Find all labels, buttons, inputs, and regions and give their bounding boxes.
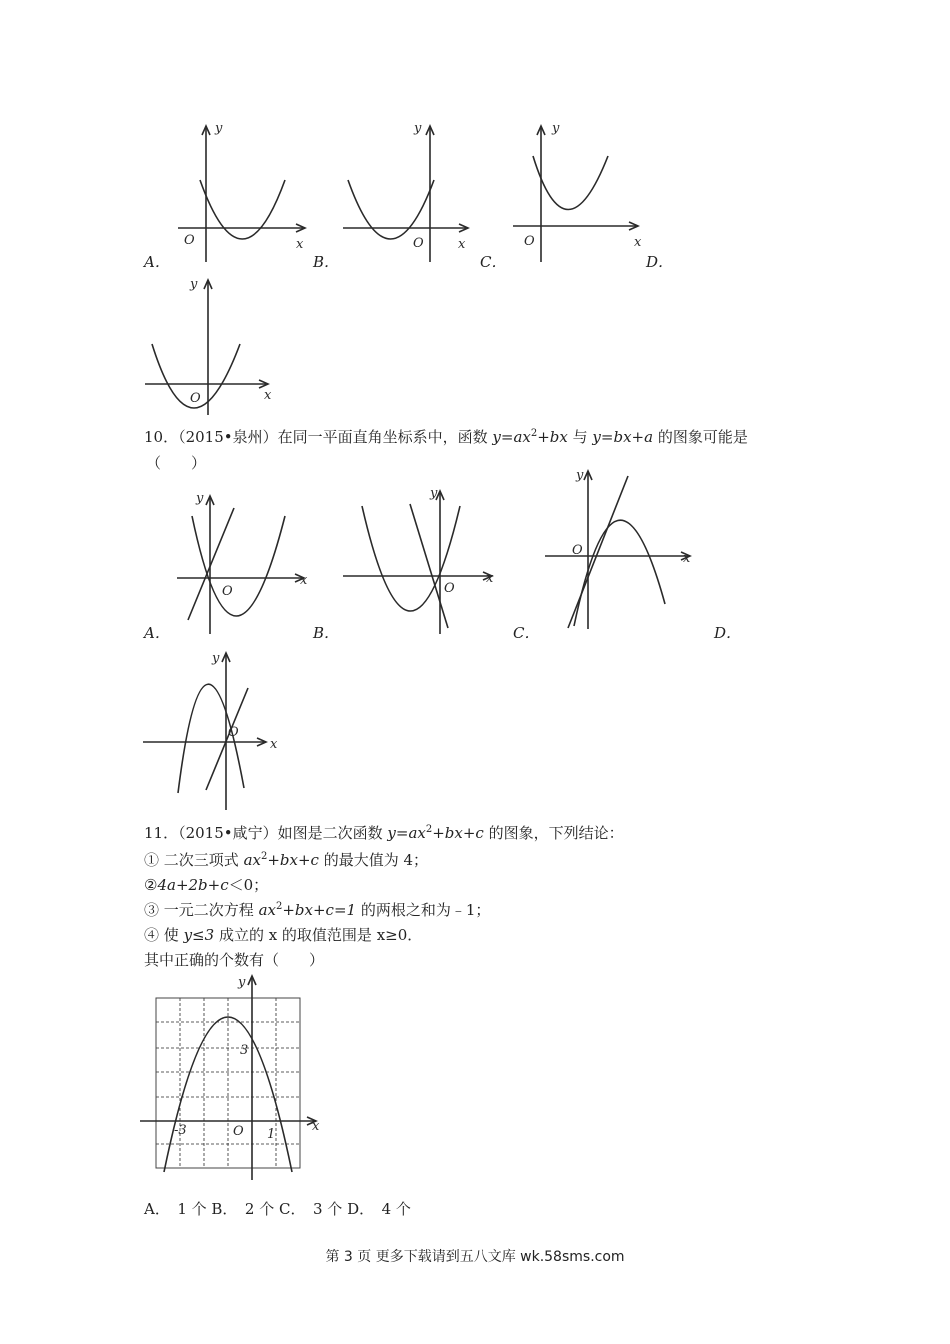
- svg-text:y: y: [196, 491, 204, 506]
- svg-text:y: y: [576, 468, 584, 483]
- item-post: 成立的 x 的取值范围是 x≥0．: [214, 926, 423, 944]
- item-math: 4a+2b+c: [157, 876, 229, 894]
- q10-mid: 与: [567, 428, 593, 446]
- q11-item-1: [144, 849, 428, 870]
- svg-text:y: y: [190, 277, 198, 292]
- q10-option-a: A．: [144, 624, 170, 642]
- item-post: 的两根之和为﹣1；: [356, 901, 491, 919]
- svg-text:O: O: [190, 391, 201, 406]
- q10-func1: y=ax: [492, 428, 531, 446]
- q11-func-sup: 2: [425, 824, 433, 835]
- q10-graph-a: [172, 486, 317, 636]
- item-math2: ≤3: [192, 926, 215, 944]
- svg-text:x: x: [458, 237, 466, 252]
- svg-text:y: y: [430, 486, 438, 501]
- item-math: ax: [258, 901, 276, 919]
- item-post: ＜0；: [228, 876, 269, 894]
- page-footer: 第 3 页 更多下载请到五八文库 wk.58sms.com: [325, 1249, 625, 1265]
- q11-label-origin: O: [233, 1124, 244, 1139]
- q10-stem-pre: 在同一平面直角坐标系中，函数: [277, 428, 493, 446]
- svg-text:x: x: [634, 235, 642, 250]
- q10-graph-b: [340, 486, 500, 636]
- item-sup: 2: [260, 851, 268, 862]
- item-mark: ④: [144, 926, 160, 944]
- q9-option-b: B．: [313, 253, 340, 271]
- q11-label-one: 1: [267, 1127, 276, 1142]
- svg-text:O: O: [413, 236, 424, 251]
- q11-closing: 其中正确的个数有（ ）: [144, 951, 325, 969]
- svg-text:x: x: [296, 237, 304, 252]
- svg-text:y: y: [552, 121, 560, 136]
- svg-text:x: x: [300, 573, 308, 588]
- svg-text:O: O: [444, 581, 455, 596]
- item-pre: 二次三项式: [159, 851, 244, 869]
- q11-label-neg-three: -3: [174, 1123, 187, 1138]
- item-math: y: [183, 926, 193, 944]
- q10-option-c: C．: [513, 624, 540, 642]
- q10-source: （2015•泉州）: [178, 428, 278, 446]
- item-sup: 2: [275, 901, 283, 912]
- item-math2: +bx+c=1: [282, 901, 357, 919]
- q11-item-3: [144, 899, 490, 920]
- item-mark: ②: [144, 876, 158, 894]
- svg-text:y: y: [414, 121, 422, 136]
- svg-text:x: x: [264, 388, 272, 403]
- q9-option-a: A．: [144, 253, 170, 271]
- q11-graph: [140, 972, 330, 1182]
- q10-graph-c: [540, 466, 700, 631]
- q9-graph-d: [140, 272, 285, 417]
- item-pre: 一元二次方程: [159, 901, 259, 919]
- q10-stem-post: 的图象可能是: [653, 428, 748, 446]
- item-mark: ①: [144, 851, 160, 869]
- q11-func-post: +bx+c: [432, 824, 484, 842]
- q9-option-d: D．: [646, 253, 674, 271]
- q11-number: 11．: [144, 824, 179, 842]
- item-mark: ③: [144, 901, 160, 919]
- svg-text:O: O: [228, 725, 239, 740]
- q11-source: （2015•咸宁）: [178, 824, 278, 842]
- item-pre: 使: [159, 926, 184, 944]
- q11-func: y=ax: [387, 824, 426, 842]
- q11-item-4: [144, 924, 422, 945]
- q10-func1-sup: 2: [530, 428, 538, 439]
- q9-option-c: C．: [480, 253, 507, 271]
- q10-paren: （ ）: [146, 454, 207, 472]
- q11-grid: [156, 998, 300, 1168]
- q11-item-2: [144, 874, 268, 895]
- svg-text:O: O: [524, 234, 535, 249]
- svg-text:y: y: [215, 121, 223, 136]
- item-math2: +bx+c: [267, 851, 319, 869]
- q10-graph-d: [140, 648, 290, 813]
- q11-stem-pre: 如图是二次函数: [277, 824, 388, 842]
- q11-stem: [144, 822, 624, 843]
- q10-option-b: B．: [313, 624, 340, 642]
- item-math: ax: [243, 851, 261, 869]
- svg-text:x: x: [270, 737, 278, 752]
- svg-text:y: y: [212, 651, 220, 666]
- q11-answers: A． 1 个 B． 2 个 C． 3 个 D． 4 个: [144, 1200, 411, 1218]
- svg-text:O: O: [222, 584, 233, 599]
- q11-stem-post: 的图象，下列结论：: [483, 824, 624, 842]
- q11-label-x: x: [312, 1119, 320, 1134]
- q10-number: 10．: [144, 428, 179, 446]
- q9-graph-b: [338, 118, 483, 263]
- svg-text:O: O: [572, 543, 583, 558]
- q10-stem: [144, 426, 748, 447]
- svg-text:x: x: [683, 551, 691, 566]
- item-post: 的最大值为 4；: [318, 851, 429, 869]
- svg-text:x: x: [486, 571, 494, 586]
- q10-func2: y=bx+a: [592, 428, 654, 446]
- q9-graph-a: [170, 118, 315, 263]
- q11-label-three: 3: [240, 1043, 249, 1058]
- svg-text:O: O: [184, 233, 195, 248]
- q9-graph-c: [508, 118, 653, 263]
- q11-label-y: y: [238, 975, 246, 990]
- q10-option-d: D．: [714, 624, 742, 642]
- q10-func1-post: +bx: [537, 428, 568, 446]
